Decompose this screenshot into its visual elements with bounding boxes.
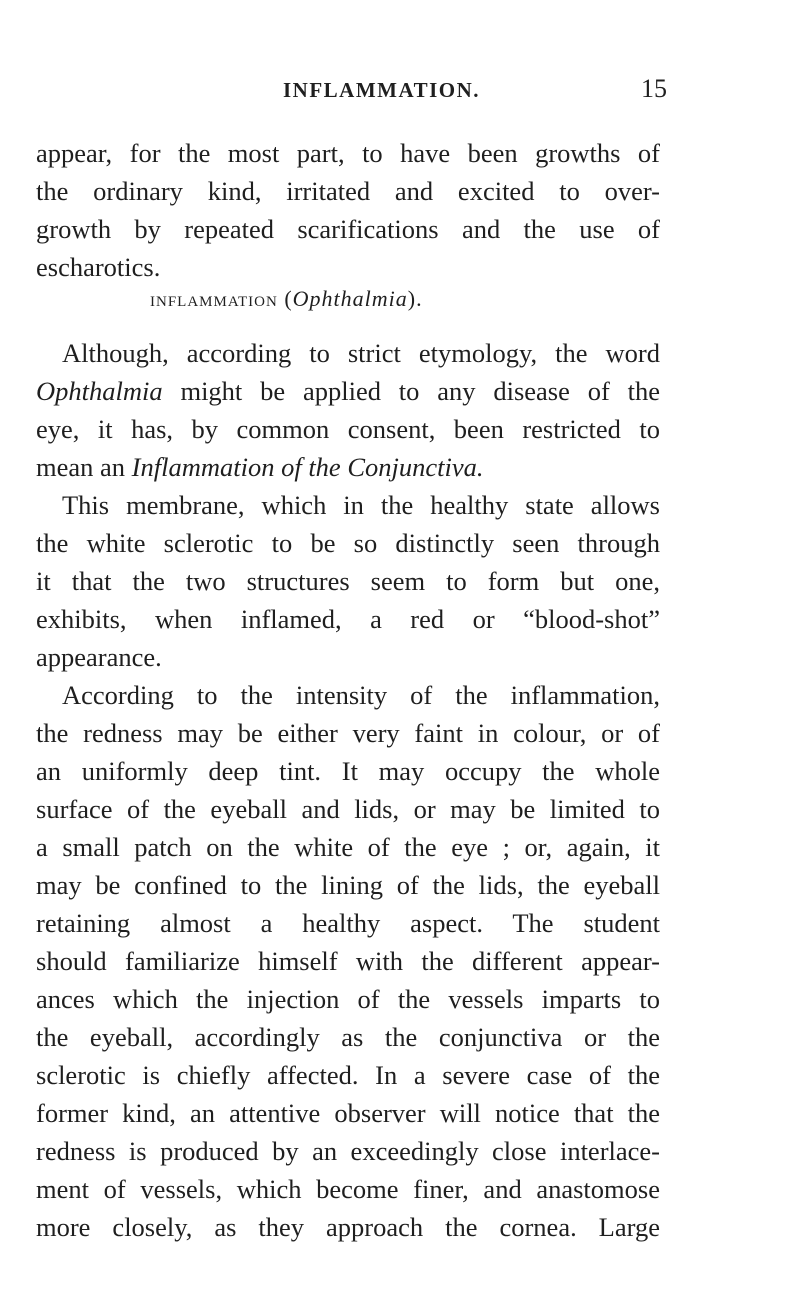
text-line: escharotics. (36, 252, 161, 282)
text-line: redness is produced by an exceedingly close interlace- (36, 1136, 660, 1166)
section-heading-main: inflammation (150, 286, 278, 311)
text-line: the ordinary kind, irritated and excited to over- (36, 176, 660, 206)
text-line: a small patch on the white of the eye ; or, again, it (36, 832, 660, 862)
text-line: ances which the injection of the vessels imparts to (36, 984, 660, 1014)
text-line: mean an Inflammation of the Conjunctiva. (36, 452, 484, 482)
text-line: growth by repeated scarifications and the use of (36, 214, 660, 244)
text-line: sclerotic is chiefly affected. In a severe case of the (36, 1060, 660, 1090)
running-head-title: INFLAMMATION. (283, 78, 481, 102)
text-line: should familiarize himself with the different appear- (36, 946, 660, 976)
text-line: former kind, an attentive observer will notice that the (36, 1098, 660, 1128)
running-head (0, 74, 800, 108)
italic-term: Inflammation of the Conjunctiva. (131, 452, 484, 482)
text-line: appear, for the most part, to have been growths of (36, 138, 660, 168)
text-line: surface of the eyeball and lids, or may be limited to (36, 794, 660, 824)
text-line: Although, according to strict etymology, the word (62, 338, 660, 368)
text-line: According to the intensity of the inflammation, (62, 680, 660, 710)
text-line: may be confined to the lining of the lids, the eyeball (36, 870, 660, 900)
section-heading-italic: Ophthalmia (292, 286, 408, 311)
page-number: 15 (641, 74, 667, 103)
text-line: eye, it has, by common consent, been restricted to (36, 414, 660, 444)
text-line: ment of vessels, which become finer, and anastomose (36, 1174, 660, 1204)
text-line: Ophthalmia might be applied to any disease of the (36, 376, 660, 406)
section-heading: inflammation (Ophthalmia). (150, 286, 423, 311)
text-line: an uniformly deep tint. It may occupy the whole (36, 756, 660, 786)
text-line: This membrane, which in the healthy state allows (62, 490, 660, 520)
text-line: retaining almost a healthy aspect. The student (36, 908, 660, 938)
text-line: more closely, as they approach the cornea. Large (36, 1212, 660, 1242)
text-line: exhibits, when inflamed, a red or “blood-shot” (36, 604, 660, 634)
text-line: the redness may be either very faint in colour, or of (36, 718, 660, 748)
text-line: the eyeball, accordingly as the conjunctiva or the (36, 1022, 660, 1052)
text-line: appearance. (36, 642, 162, 672)
italic-term: Ophthalmia (36, 376, 163, 406)
text-line: it that the two structures seem to form but one, (36, 566, 660, 596)
text-line: the white sclerotic to be so distinctly seen through (36, 528, 660, 558)
